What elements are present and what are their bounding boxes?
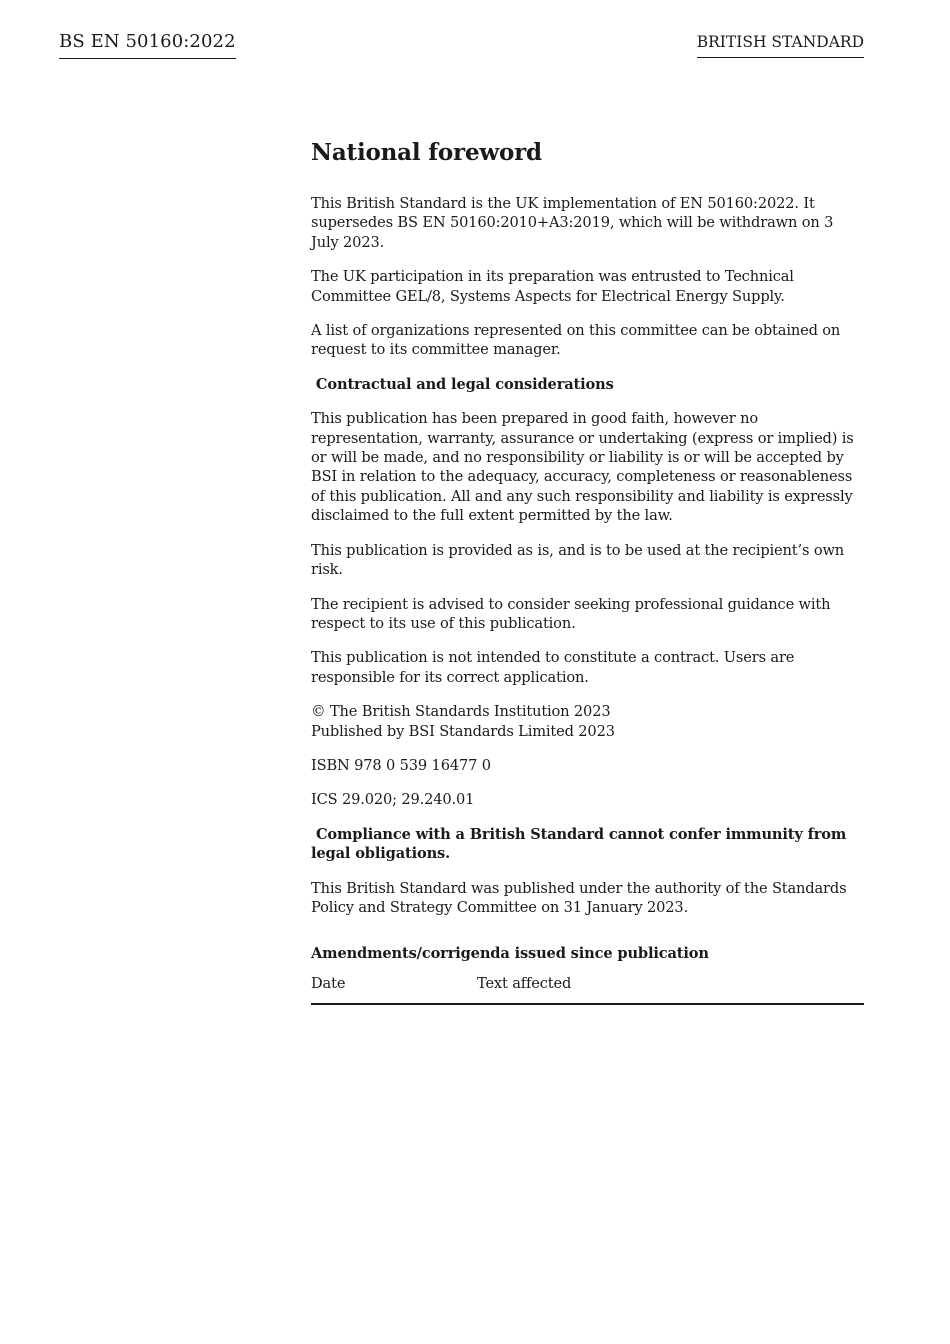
risk-paragraph: This publication is provided as is, and is to be used at the recipient’s own risk.: [311, 541, 845, 579]
isbn: ISBN 978 0 539 16477 0: [311, 756, 491, 774]
copyright-line: © The British Standards Institution 2023: [311, 703, 611, 721]
contract-paragraph: This publication is not intended to constitute a contract. Users are responsible for its correct application.: [311, 649, 795, 686]
running-head-standard-type: BRITISH STANDARD: [697, 32, 864, 58]
page-title: National foreword: [311, 139, 542, 166]
ics: ICS 29.020; 29.240.01: [311, 791, 475, 809]
column-header-date: Date: [311, 975, 346, 993]
good-faith-paragraph: This publication has been prepared in good faith, however no representation, warranty, assurance or undertaking (express or implied) is or will be made, and no responsibility or liability is or will be accepted by BSI in relation to the adequacy, accuracy, completeness or reasonableness of this publication. All and any such responsibility and liability is expressly disclaimed to the full extent permitted by the law.: [311, 410, 854, 525]
copyright-block: [311, 702, 864, 741]
committee-paragraph: The UK participation in its preparation was entrusted to Technical Committee GEL/8, Systems Aspects for Electrical Energy Supply.: [311, 268, 794, 305]
running-head-document-number: BS EN 50160:2022: [59, 31, 236, 59]
organizations-paragraph: A list of organizations represented on this committee can be obtained on request to its committee manager.: [311, 322, 841, 359]
contractual-heading: Contractual and legal considerations: [311, 375, 614, 393]
guidance-paragraph: The recipient is advised to consider seeking professional guidance with respect to its use of this publication.: [311, 595, 831, 632]
amendments-title: Amendments/corrigenda issued since publication: [311, 945, 709, 963]
column-header-text-affected: Text affected: [477, 975, 572, 993]
national-foreword-section: [311, 138, 864, 1005]
authority-paragraph: This British Standard was published under the authority of the Standards Policy and Strategy Committee on 31 January 2023.: [311, 879, 847, 916]
amendments-header-row: [311, 974, 864, 1005]
publisher-line: Published by BSI Standards Limited 2023: [311, 722, 615, 740]
compliance-notice: Compliance with a British Standard cannot confer immunity from legal obligations.: [311, 825, 852, 863]
implementation-paragraph: This British Standard is the UK implementation of EN 50160:2022. It supersedes BS EN 50160:2010+A3:2019, which will be withdrawn on 3 July 2023.: [311, 195, 834, 251]
amendments-table: [311, 944, 864, 1005]
